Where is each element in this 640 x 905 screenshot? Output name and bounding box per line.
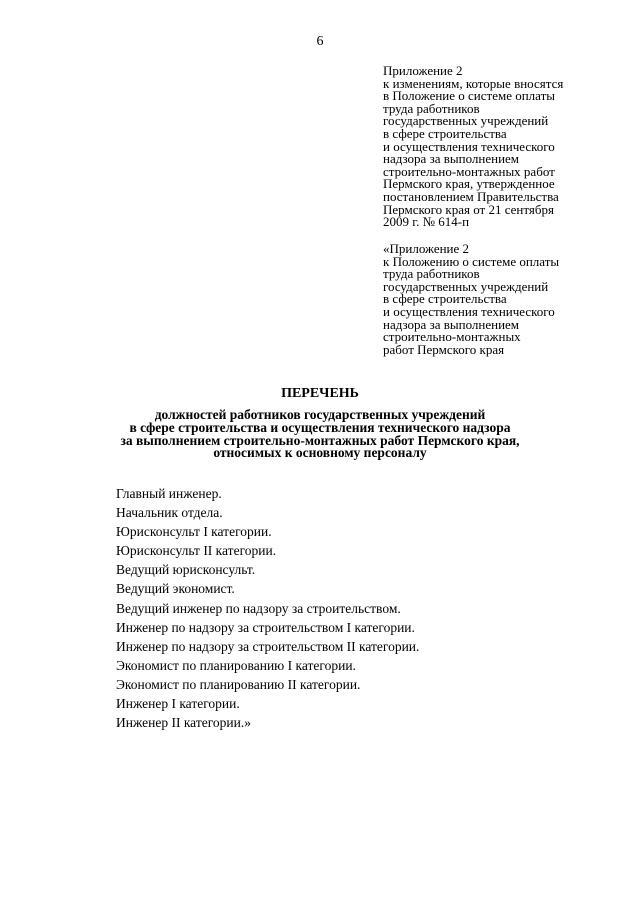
subtitle-line: должностей работников государственных учреждений <box>154 407 486 422</box>
appendix-line: работ Пермского края <box>383 341 505 357</box>
position-item: Инженер по надзору за строительством I категории. <box>116 619 415 635</box>
appendix-line: постановлением Правительства <box>383 188 559 204</box>
page-number: 6 <box>316 34 324 49</box>
appendix-line: труда работников <box>383 266 480 282</box>
appendix-line: и осуществления технического <box>383 138 555 154</box>
appendix-line: 2009 г. № 614-п <box>383 214 470 230</box>
position-item: Ведущий инженер по надзору за строительством. <box>116 600 401 616</box>
appendix-line: и осуществления технического <box>383 303 555 319</box>
position-item: Юрисконсульт I категории. <box>116 524 272 540</box>
position-item: Инженер по надзору за строительством II категории. <box>116 638 420 654</box>
document-title: ПЕРЕЧЕНЬ <box>281 386 359 401</box>
appendix-line: к Положению о системе оплаты <box>383 253 560 269</box>
appendix-line: «Приложение 2 <box>383 241 470 256</box>
position-item: Юрисконсульт II категории. <box>116 543 277 559</box>
appendix-line: строительно-монтажных <box>383 329 521 345</box>
appendix-line: государственных учреждений <box>383 113 549 129</box>
appendix-line: государственных учреждений <box>383 278 549 294</box>
position-item: Инженер II категории.» <box>116 715 251 731</box>
position-item: Начальник отдела. <box>116 505 223 521</box>
appendix-line: в сфере строительства <box>383 291 507 307</box>
subtitle-line: в сфере строительства и осуществления технического надзора <box>129 419 511 435</box>
appendix-line: Приложение 2 <box>383 63 463 78</box>
appendix-line: Пермского края, утвержденное <box>383 176 555 192</box>
position-item: Экономист по планированию II категории. <box>116 676 361 692</box>
appendix-line: в Положение о системе оплаты <box>383 88 556 104</box>
position-item: Ведущий юрисконсульт. <box>116 562 256 578</box>
position-item: Ведущий экономист. <box>116 581 235 597</box>
appendix-original-header <box>383 243 633 356</box>
appendix-line: Пермского края от 21 сентября <box>383 201 554 217</box>
appendix-line: в сфере строительства <box>383 125 507 141</box>
appendix-line: к изменениям, которые вносятся <box>383 75 564 91</box>
appendix-line: строительно-монтажных работ <box>383 163 555 179</box>
position-item: Инженер I категории. <box>116 696 240 712</box>
position-item: Главный инженер. <box>116 486 222 501</box>
document-subtitle <box>0 409 640 460</box>
appendix-line: надзора за выполнением <box>383 316 520 332</box>
appendix-amendment-header <box>383 65 633 229</box>
appendix-line: надзора за выполнением <box>383 151 520 167</box>
subtitle-line: за выполнением строительно-монтажных работ Пермского края, <box>120 432 520 448</box>
positions-list <box>116 484 419 732</box>
position-item: Экономист по планированию I категории. <box>116 657 356 673</box>
subtitle-line: относимых к основному персоналу <box>213 445 427 461</box>
appendix-line: труда работников <box>383 100 480 116</box>
